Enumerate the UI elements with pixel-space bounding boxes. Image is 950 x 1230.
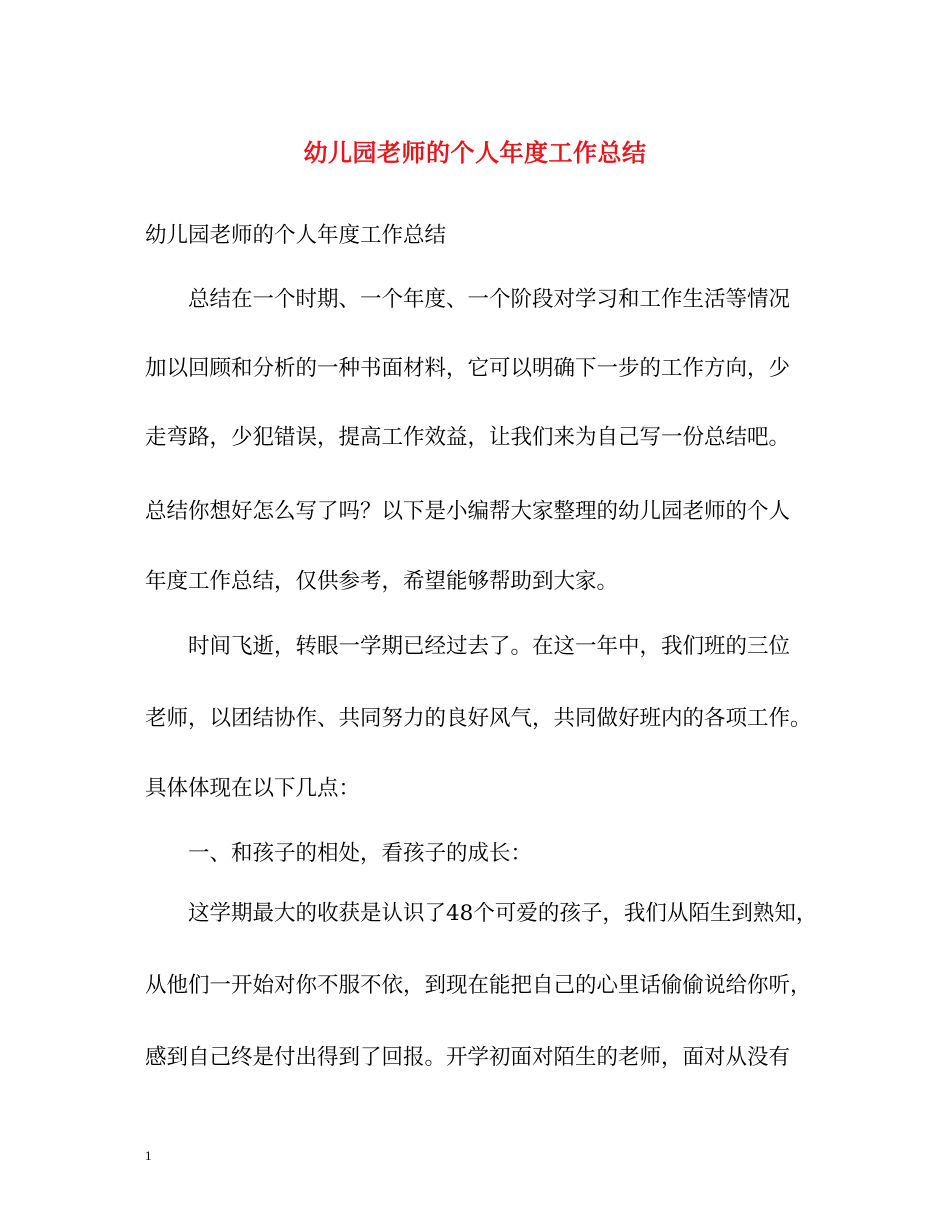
page-number: 1 [145, 1148, 152, 1163]
body-line: 这学期最大的收获是认识了48个可爱的孩子，我们从陌生到熟知， [145, 901, 818, 926]
body-line: 老师，以团结协作、共同努力的良好风气，共同做好班内的各项工作。 [145, 706, 812, 731]
document-title: 幼儿园老师的个人年度工作总结 [303, 138, 647, 167]
body-line: 年度工作总结，仅供参考，希望能够帮助到大家。 [145, 569, 619, 594]
body-line: 走弯路，少犯错误，提高工作效益，让我们来为自己写一份总结吧。 [145, 425, 791, 450]
body-line: 总结在一个时期、一个年度、一个阶段对学习和工作生活等情况 [145, 287, 791, 312]
body-line: 感到自己终是付出得到了回报。开学初面对陌生的老师，面对从没有 [145, 1045, 791, 1070]
body-line: 幼儿园老师的个人年度工作总结 [145, 223, 447, 248]
body-line: 加以回顾和分析的一种书面材料，它可以明确下一步的工作方向，少 [145, 356, 791, 381]
body-line: 从他们一开始对你不服不依，到现在能把自己的心里话偷偷说给你听， [145, 973, 812, 998]
body-line: 时间飞逝，转眼一学期已经过去了。在这一年中，我们班的三位 [145, 634, 791, 659]
body-line: 总结你想好怎么写了吗？以下是小编帮大家整理的幼儿园老师的个人 [145, 499, 791, 524]
body-line: 一、和孩子的相处，看孩子的成长： [145, 841, 533, 866]
body-line: 具体体现在以下几点： [145, 776, 361, 801]
